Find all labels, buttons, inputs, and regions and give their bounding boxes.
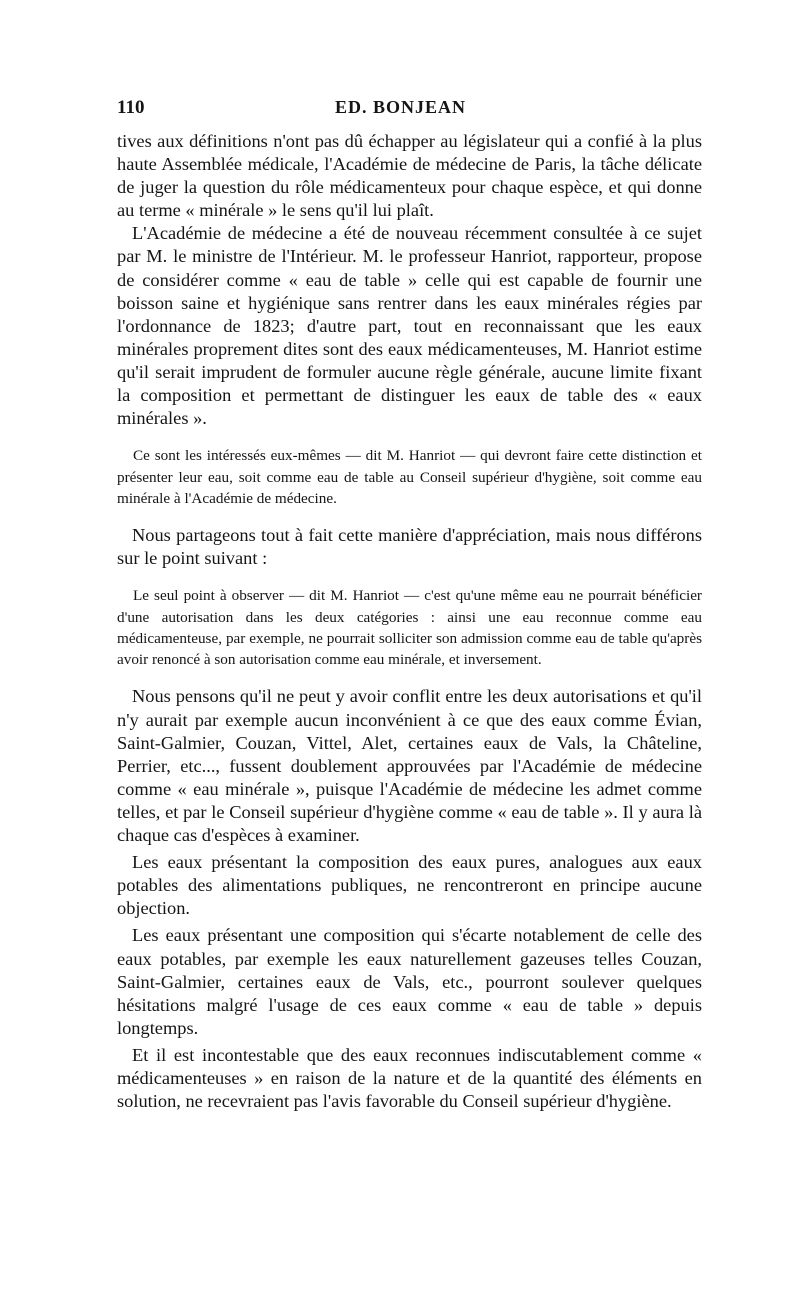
paragraph-continued: tives aux définitions n'ont pas dû échapper au législateur qui a confié à la plus haute Assemblée médicale, l'Académie de médecine de Paris, la tâche délicate de juger la question du rôle médicamenteux pour chaque espèce, et qui donne au terme « minérale » le sens qu'il lui plaît.: [117, 131, 702, 221]
body-text: [117, 130, 702, 1113]
paragraph-academie: L'Académie de médecine a été de nouveau récemment consultée à ce sujet par M. le ministre de l'Intérieur. M. le professeur Hanriot, rapporteur, propose de considérer comme « eau de table » celle qui est capable de fournir une boisson saine et hygiénique sans rentrer dans les eaux minérales régies par l'ordonnance de 1823; d'autre part, tout en reconnaissant que les eaux minérales proprement dites sont des eaux médicamenteuses, M. Hanriot estime qu'il serait imprudent de formuler aucune règle générale, aucune limite fixant la composition et permettant de distinguer les eaux de table des « eaux minérales ».: [117, 223, 702, 429]
quote-hanriot-2: Le seul point à observer — dit M. Hanriot — c'est qu'une même eau ne pourrait bénéficier d'une autorisation dans les deux catégories : ainsi une eau reconnue comme eau médicamenteuse, par exemple, ne pourrait solliciter son admission comme eau de table qu'après avoir renoncé à son autorisation comme eau minérale, et inversement.: [117, 587, 702, 669]
paragraph-pensons: Nous pensons qu'il ne peut y avoir conflit entre les deux autorisations et qu'il n'y aurait par exemple aucun inconvénient à ce que des eaux comme Évian, Saint-Galmier, Couzan, Vittel, Alet, certaines eaux de Vals, la Châteline, Perrier, etc..., fussent doublement approuvées par l'Académie de médecine comme « eau minérale », puisque l'Académie de médecine les admet comme telles, et par le Conseil supérieur d'hygiène comme « eau de table ». Il y aura là chaque cas d'espèces à examiner.: [117, 686, 702, 846]
page-header: [117, 97, 702, 123]
paragraph-eaux-pures: Les eaux présentant la composition des eaux pures, analogues aux eaux potables des alimentations publiques, ne rencontreront en principe aucune objection.: [117, 852, 702, 919]
page-number: 110: [117, 97, 145, 118]
paragraph-partageons: Nous partageons tout à fait cette manière d'appréciation, mais nous différons sur le point suivant :: [117, 525, 702, 569]
running-head: ED. BONJEAN: [335, 97, 467, 117]
quote-hanriot-1: Ce sont les intéressés eux-mêmes — dit M. Hanriot — qui devront faire cette distinction et présenter leur eau, soit comme eau de table au Conseil supérieur d'hygiène, soit comme eau minérale à l'Académie de médecine.: [117, 447, 702, 507]
paragraph-medicamenteuses: Et il est incontestable que des eaux reconnues indiscutablement comme « médicamenteuses » en raison de la nature et de la quantité des éléments en solution, ne recevraient pas l'avis favorable du Conseil supérieur d'hygiène.: [117, 1044, 702, 1112]
paragraph-eaux-gazeuses: Les eaux présentant une composition qui s'écarte notablement de celle des eaux potables, par exemple les eaux naturellement gazeuses telles Couzan, Saint-Galmier, certaines eaux de Vals, etc., pourront soulever quelques hésitations malgré l'usage de ces eaux comme « eau de table » depuis longtemps.: [117, 925, 702, 1038]
